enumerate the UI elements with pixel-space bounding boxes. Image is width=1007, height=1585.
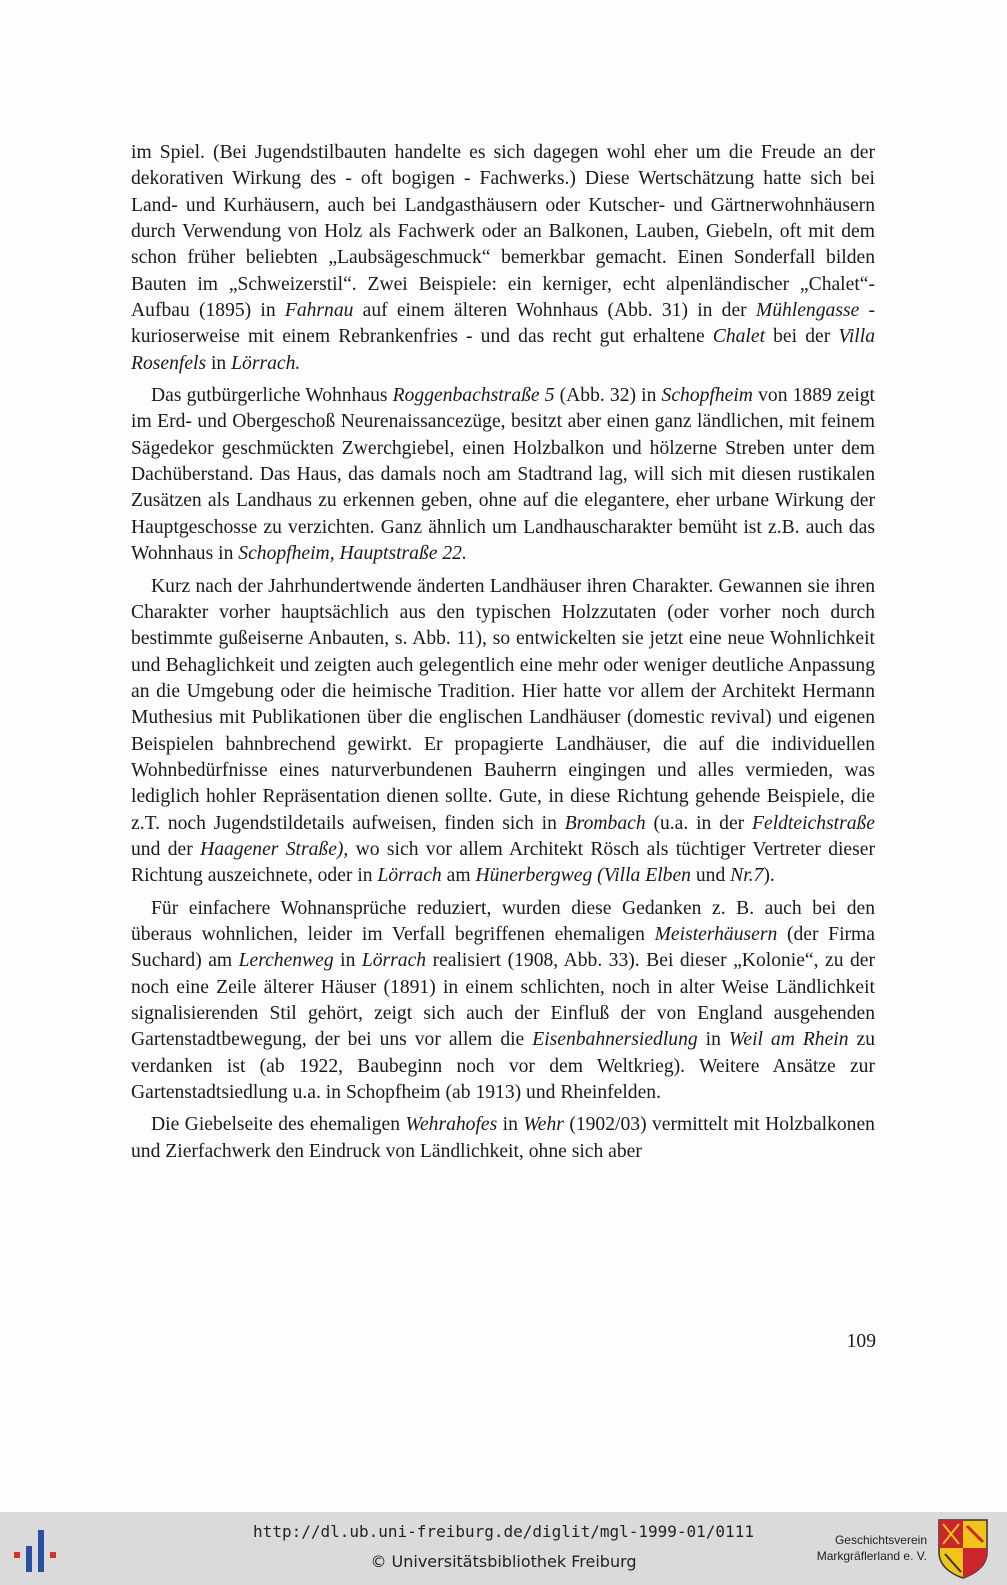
text-run: am	[441, 865, 476, 887]
paragraph-1	[131, 140, 875, 377]
italic-run: Chalet	[712, 326, 766, 348]
text-run: und der	[131, 838, 201, 860]
italic-run: Brombach	[564, 812, 646, 834]
text-run: ).	[763, 865, 775, 887]
italic-run: Fahrnau	[284, 300, 354, 322]
text-run: auf einem älteren Wohnhaus (Abb. 31) in der	[353, 300, 756, 322]
text-run: wo sich vor allem Architekt Rösch als tüchtiger Vertreter dieser Richtung auszeichnete, oder in	[131, 838, 875, 887]
footer-copyright: © Universitätsbibliothek Freiburg	[370, 1552, 637, 1571]
italic-run: Lörrach.	[231, 352, 301, 374]
italic-run: Feldteichstraße	[752, 812, 875, 834]
italic-run: Villa Rosenfels	[131, 326, 875, 374]
italic-run: Mühlengasse	[755, 300, 860, 322]
text-run: realisiert (1908, Abb. 33). Bei dieser „Kolonie“, zu der noch eine Zeile älterer Häuser (1891) in einem schlichten, noch in alter Weise Ländlichkeit signalisierenden Stil gehört, zeigt sich auch der Einfluß der von England ausgehenden Gartenstadtbewegung, der bei uns vor allem die	[131, 950, 875, 1051]
italic-run: Lerchenweg	[238, 950, 334, 972]
italic-run: Lörrach	[377, 865, 442, 887]
paragraph-5	[131, 1112, 875, 1165]
text-run: Das gutbürgerliche Wohnhaus	[151, 385, 393, 407]
text-run: (Abb. 32) in	[554, 385, 662, 407]
text-run: in	[333, 950, 362, 972]
italic-run: Eisenbahnersiedlung	[532, 1029, 698, 1051]
text-run: in	[697, 1029, 729, 1051]
paragraph-2	[131, 383, 875, 567]
text-run: Die Giebelseite des ehemaligen	[151, 1114, 406, 1136]
italic-run: Hünerbergweg (Villa Elben	[475, 865, 691, 887]
footer-url-link[interactable]: http://dl.ub.uni-freiburg.de/diglit/mgl-1999-01/0111	[253, 1522, 754, 1541]
italic-run: Nr.7	[730, 865, 764, 887]
paragraph-3	[131, 574, 875, 890]
society-line-1: Geschichtsverein	[834, 1533, 927, 1547]
italic-run: Meisterhäusern	[654, 923, 778, 945]
text-run: im Spiel. (Bei Jugendstilbauten handelte es sich dagegen wohl eher um die Freude an der dekorativen Wirkung des - oft bogigen - Fachwerks.) Diese Wertschätzung hatte sich bei Land- und Kurhäusern, auch bei Landgasthäusern oder Kutscher- und Gärtnerwohnhäusern durch Verwendung von Holz als Fachwerk oder an Balkonen, Lauben, Giebeln, oft mit dem schon früher beliebten „Laubsägeschmuck“ bemerkbar gemacht. Einen Sonderfall bilden Bauten im „Schweizerstil“. Zwei Beispiele: ein kerniger, echt alpenländischer „Chalet“-Aufbau (1895) in	[131, 142, 875, 322]
page-number: 109	[846, 1331, 876, 1352]
society-name	[817, 1532, 927, 1564]
footer-bar	[0, 1512, 1007, 1585]
italic-run: Schopfheim	[661, 385, 753, 407]
italic-run: Wehr	[523, 1114, 564, 1136]
text-run: (u.a. in der	[645, 812, 753, 834]
italic-run: Schopfheim, Hauptstraße 22.	[238, 543, 467, 565]
text-run: zu verdanken ist (ab 1922, Baubeginn noch vor dem Weltkrieg). Weitere Ansätze zur Gartenstadtsiedlung u.a. in Schopfheim (ab 1913) und Rheinfelden.	[131, 1029, 875, 1104]
text-run: Kurz nach der Jahrhundertwende änderten Landhäuser ihren Charakter. Gewannen sie ihren Charakter vorher hauptsächlich aus den typischen Holzzutaten (oder vorher noch durch bestimmte gußeiserne Anbauten, s. Abb. 11), so entwickelten sie jetzt eine neue Wohnlichkeit und Behaglichkeit und zeigten auch gelegentlich eine mehr oder weniger deutliche Anpassung an die Umgebung oder die heimische Tradition. Hier hatte vor allem der Architekt Hermann Muthesius mit Publikationen über die englischen Landhäuser (domestic revival) und eigenen Beispielen bahnbrechend gewirkt. Er propagierte Landhäuser, die auf die individuellen Wohnbedürfnisse eines naturverbundenen Bauherrn eingingen und alles vermieden, was lediglich hohler Repräsentation dienen sollte. Gute, in diese Richtung gehende Beispiele, die z.T. noch Jugendstildetails aufweisen, finden sich in	[131, 575, 875, 834]
society-line-2: Markgräflerland e. V.	[816, 1549, 927, 1563]
text-run: in	[497, 1114, 524, 1136]
coat-of-arms-icon	[937, 1518, 989, 1580]
text-run: in	[206, 352, 232, 374]
text-run: von 1889 zeigt im Erd- und Obergeschoß Neurenaissancezüge, besitzt aber einen ganz ländlichen, mit feinem Sägedekor geschmückten Zwerchgiebel, einen Holzbalkon und hölzerne Streben unter dem Dachüberstand. Das Haus, das damals noch am Stadtrand lag, will sich mit diesen rustikalen Zusätzen als Landhaus zu erkennen geben, ohne auf die elegantere, eher urbane Wirkung der Hauptgeschosse zu verzichten. Ganz ähnlich um Landhauscharakter bemüht ist z.B. auch das Wohnhaus in	[131, 385, 876, 565]
body-text	[131, 140, 875, 1165]
italic-run: Weil am Rhein	[728, 1029, 849, 1051]
text-run: (1902/03) vermittelt mit Holzbalkonen und Zierfachwerk den Eindruck von Ländlichkeit, ohne sich aber	[131, 1114, 875, 1162]
italic-run: Lörrach	[361, 950, 427, 972]
paragraph-4	[131, 896, 875, 1107]
text-run: (der Firma Suchard) am	[131, 923, 875, 972]
text-run: und	[690, 865, 731, 887]
text-run: Für einfachere Wohnansprüche reduziert, wurden diese Gedanken z. B. auch bei den überaus wohnlichen, leider im Verfall begriffenen ehemaligen	[131, 897, 875, 945]
text-run: bei der	[765, 326, 839, 348]
italic-run: Haagener Straße),	[200, 838, 349, 860]
italic-run: Roggenbachstraße 5	[392, 385, 555, 407]
italic-run: Wehrahofes	[405, 1114, 498, 1136]
text-run: - kurioserweise mit einem Rebrankenfries - und das recht gut erhaltene	[131, 300, 876, 348]
